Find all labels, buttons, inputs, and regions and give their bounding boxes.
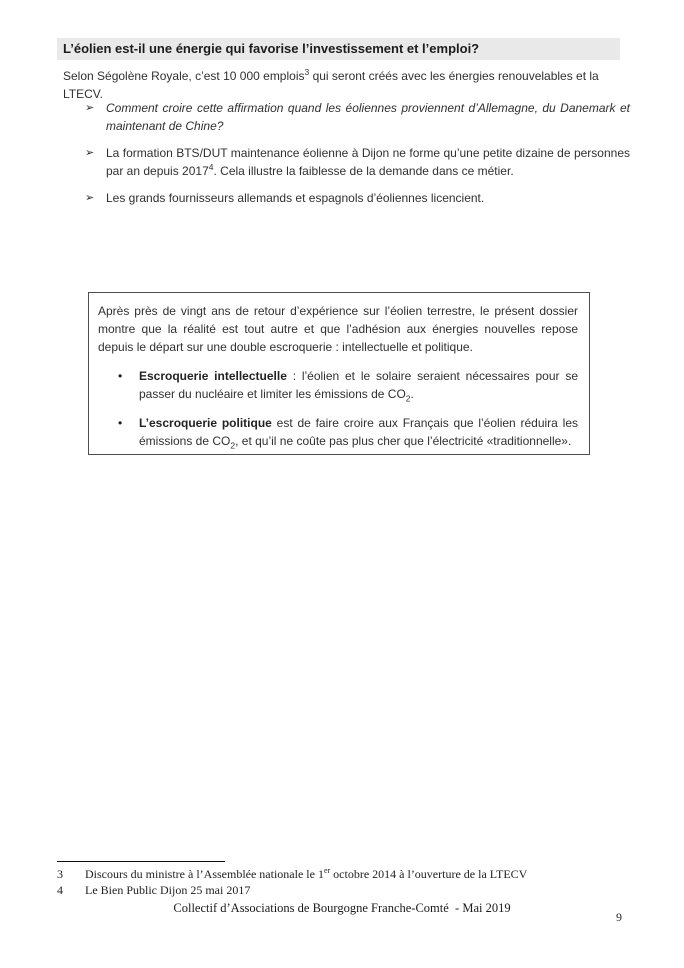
intro-paragraph bbox=[63, 67, 627, 103]
bullet-text: Les grands fournisseurs allemands et espagnols d’éoliennes licencient. bbox=[106, 191, 485, 205]
arrow-bullet-icon: ➢ bbox=[85, 191, 95, 204]
box-bullet-text: : l’éolien et le solaire seraient nécessaires pour se passer du nucléaire et limiter les émissions de CO bbox=[139, 369, 579, 401]
co2-subscript: 2 bbox=[230, 440, 236, 451]
footnote-ref-4: 4 bbox=[208, 162, 214, 172]
bullet-text-after: . Cela illustre la faiblesse de la demande dans ce métier. bbox=[213, 164, 514, 178]
dot-bullet-icon: • bbox=[118, 369, 123, 383]
co2-subscript: 2 bbox=[405, 393, 411, 404]
footnote-item bbox=[57, 882, 627, 898]
box-bullet-text-after: , et qu’il ne coûte pas plus cher que l’électricité «traditionnelle». bbox=[235, 434, 572, 448]
bullet-item bbox=[86, 144, 630, 180]
bullet-text: La formation BTS/DUT maintenance éolienne à Dijon ne forme qu’une petite dizaine de personnes par an depuis 2017 bbox=[106, 146, 630, 178]
footnote-item bbox=[57, 866, 627, 882]
page-number: 9 bbox=[616, 910, 622, 924]
box-bullet-bold-text: L’escroquerie politique bbox=[139, 416, 272, 430]
box-bullet-text: est de faire croire aux Français que l’éolien réduira les émissions de CO bbox=[139, 416, 578, 448]
intro-text-after: qui seront créés avec les énergies renouvelables et la LTECV. bbox=[63, 69, 599, 101]
arrow-bullet-icon: ➢ bbox=[85, 146, 95, 159]
box-bullet-bold-text: Escroquerie intellectuelle bbox=[139, 369, 287, 383]
page-footer: Collectif d’Associations de Bourgogne Franche-Comté - Mai 2019 bbox=[173, 901, 511, 915]
section-heading bbox=[57, 38, 620, 60]
footnote-text: Le Bien Public Dijon 25 mai 2017 bbox=[85, 883, 251, 897]
arrow-bullet-icon: ➢ bbox=[85, 101, 95, 114]
footnote-separator bbox=[57, 861, 225, 862]
dot-bullet-icon: • bbox=[118, 416, 123, 430]
box-bullet-item bbox=[98, 367, 578, 403]
intro-text: Selon Ségolène Royale, c’est 10 000 emplois bbox=[63, 69, 305, 83]
summary-box bbox=[88, 292, 590, 455]
box-bullet-item bbox=[98, 414, 578, 450]
box-paragraph: Après près de vingt ans de retour d’expérience sur l’éolien terrestre, le présent dossier montre que la réalité est tout autre et que l’adhésion aux énergies nouvelles repose depuis le départ sur une double escroquerie : intellectuelle et politique. bbox=[98, 304, 578, 354]
ordinal-superscript: er bbox=[323, 866, 331, 875]
footnote-block bbox=[57, 861, 627, 916]
footnote-ref-3: 3 bbox=[304, 67, 310, 77]
footnote-number: 4 bbox=[57, 883, 63, 897]
page-title: L’éolien est-il une énergie qui favorise l’investissement et l’emploi? bbox=[63, 41, 480, 56]
footnote-number: 3 bbox=[57, 867, 63, 881]
box-bullet-text-after: . bbox=[410, 387, 414, 401]
bullet-text: Comment croire cette affirmation quand les éoliennes proviennent d’Allemagne, du Danemark et maintenant de Chine? bbox=[106, 101, 630, 133]
footnote-text: Discours du ministre à l’Assemblée nationale le 1er octobre 2014 à l’ouverture de la LTECV bbox=[85, 866, 528, 881]
bullet-item bbox=[86, 189, 630, 207]
bullet-item bbox=[86, 99, 630, 135]
bullet-list bbox=[86, 99, 630, 216]
